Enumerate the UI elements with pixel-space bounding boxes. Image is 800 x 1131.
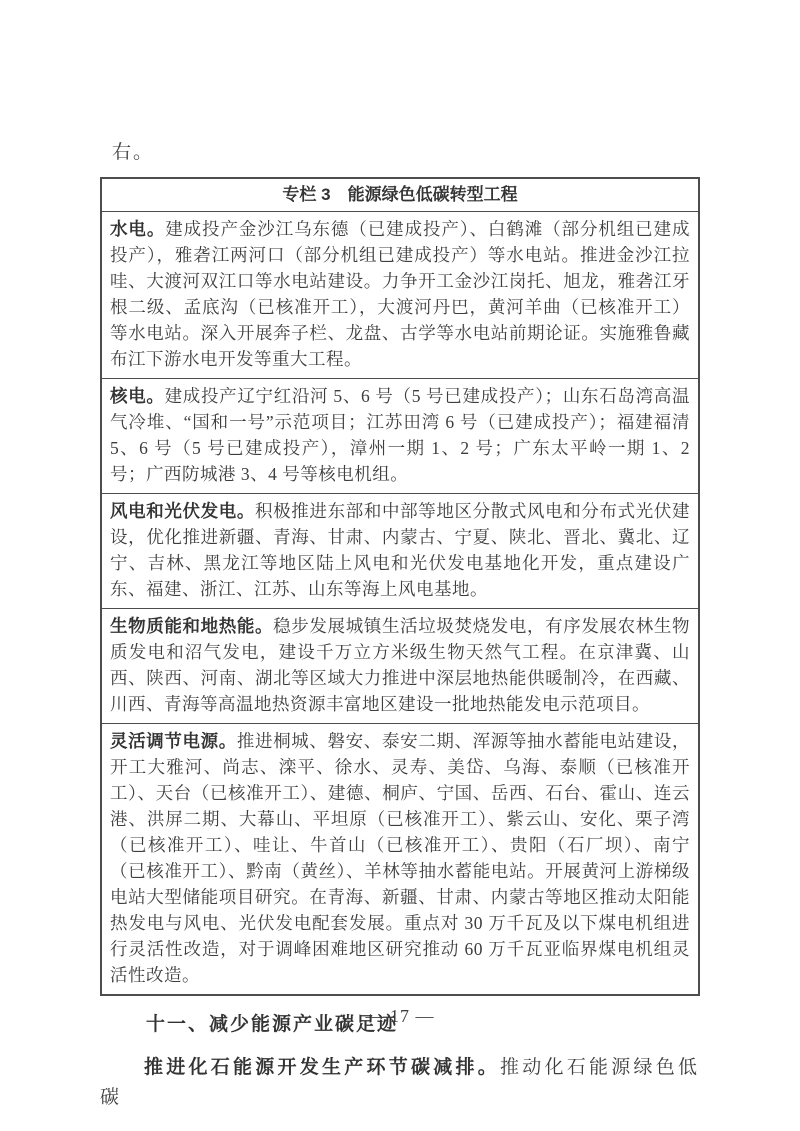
paragraph-rest: 推动化石能源绿色低碳 <box>100 1057 700 1108</box>
page-number: — 17 — <box>365 1006 435 1026</box>
box-row-wind-solar <box>102 494 698 609</box>
row-paragraph <box>110 498 690 602</box>
row-paragraph <box>110 216 690 372</box>
box-row-nuclear <box>102 379 698 494</box>
row-text: 稳步发展城镇生活垃圾焚烧发电，有序发展农林生物质发电和沼气发电，建设千万立方米级生物天然气工程。在京津冀、山西、陕西、河南、湖北等区域大力推进中深层地热能供暖制冷，在西藏、川西、青海等高温地热资源丰富地区建设一批地热能发电示范项目。 <box>110 616 691 714</box>
carryover-text: 右。 <box>112 142 155 163</box>
row-label: 生物质能和地热能。 <box>110 616 274 636</box>
section-heading: 十一、减少能源产业碳足迹 <box>146 1014 399 1035</box>
row-text: 推进桐城、磐安、泰安二期、浑源等抽水蓄能电站建设，开工大雅河、尚志、滦平、徐水、灵寿、美岱、乌海、泰顺（已核准开工）、天台（已核准开工）、建德、桐庐、宁国、岳西、石台、霍山、连云港、洪屏二期、大幕山、平坦原（已核准开工）、紫云山、安化、栗子湾（已核准开工）、哇让、牛首山（已核准开工）、贵阳（石厂坝）、南宁（已核准开工）、黔南（黄丝）、羊林等抽水蓄能电站。开展黄河上游梯级电站大型储能项目研究。在青海、新疆、甘肃、内蒙古等地区推动太阳能热发电与风电、光伏发电配套发展。重点对 30 万千瓦及以下煤电机组进行灵活性改造，对于调峰困难地区研究推动 60 万千瓦亚临界煤电机组灵活性改造。 <box>110 731 691 985</box>
row-label: 灵活调节电源。 <box>110 731 237 751</box>
row-label: 水电。 <box>110 219 166 239</box>
row-paragraph <box>110 613 690 717</box>
row-text: 建成投产金沙江乌东德（已建成投产）、白鹤滩（部分机组已建成投产），雅砻江两河口（部分机组已建成投产）等水电站。推进金沙江拉哇、大渡河双江口等水电站建设。力争开工金沙江岗托、旭龙，雅砻江牙根二级、孟底沟（已核准开工），大渡河丹巴，黄河羊曲（已核准开工）等水电站。深入开展奔子栏、龙盘、古学等水电站前期论证。实施雅鲁藏布江下游水电开发等重大工程。 <box>110 219 690 369</box>
row-text: 积极推进东部和中部等地区分散式风电和分布式光伏建设，优化推进新疆、青海、甘肃、内蒙古、宁夏、陕北、晋北、冀北、辽宁、吉林、黑龙江等地区陆上风电和光伏发电基地化开发，重点建设广东、福建、浙江、江苏、山东等海上风电基地。 <box>110 501 691 599</box>
row-label: 风电和光伏发电。 <box>110 501 256 521</box>
project-box <box>100 177 700 996</box>
paragraph-lead: 推进化石能源开发生产环节碳减排。 <box>144 1057 500 1078</box>
box-row-flexible-power <box>102 724 698 994</box>
box-title: 专栏 3 能源绿色低碳转型工程 <box>102 179 698 212</box>
row-text: 建成投产辽宁红沿河 5、6 号（5 号已建成投产）；山东石岛湾高温气冷堆、“国和一号”示范项目；江苏田湾 6 号（已建成投产）；福建福清 5、6 号（5 号已建成投产），漳州一期 1、2 号；广东太平岭一期 1、2 号；广西防城港 3、4 号等核电机组。 <box>110 386 691 484</box>
box-row-hydropower <box>102 212 698 379</box>
row-paragraph <box>110 383 690 487</box>
box-row-biomass-geothermal <box>102 609 698 724</box>
body-paragraph <box>100 1053 700 1113</box>
row-label: 核电。 <box>110 386 165 406</box>
row-paragraph <box>110 728 690 988</box>
